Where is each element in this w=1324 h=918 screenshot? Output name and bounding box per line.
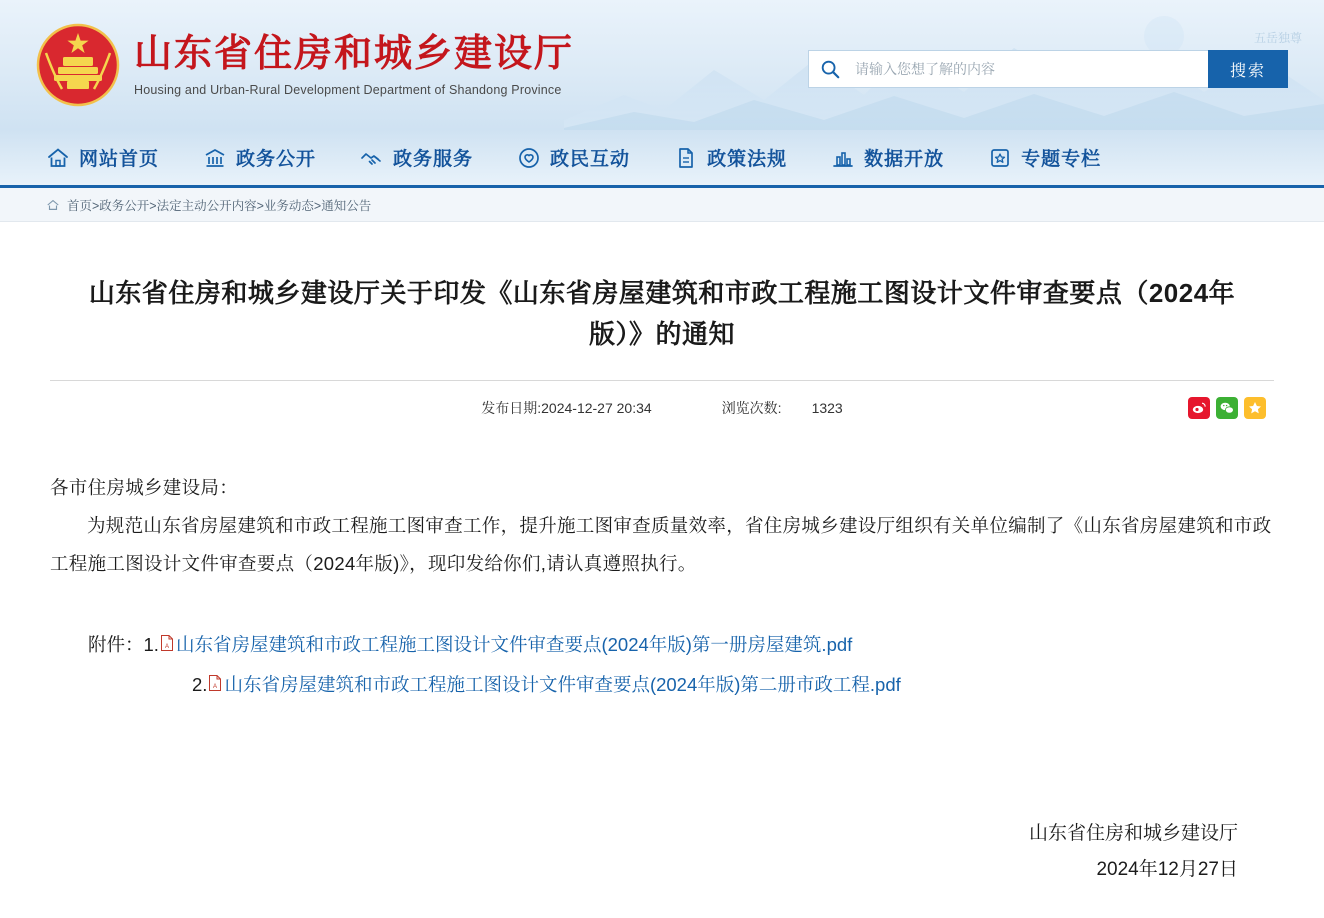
weibo-share-icon[interactable]	[1188, 397, 1210, 419]
site-search	[808, 50, 1288, 88]
page-title: 山东省住房和城乡建设厅关于印发《山东省房屋建筑和市政工程施工图设计文件审查要点（2024年版）》的通知	[88, 278, 1236, 349]
article-body	[50, 435, 1274, 583]
view-count-label: 浏览次数:	[721, 400, 782, 416]
search-input-wrapper[interactable]	[808, 50, 1208, 88]
nav-label: 专题专栏	[1021, 149, 1102, 170]
bank-icon	[203, 146, 227, 170]
signature-org: 山东省住房和城乡建设厅	[1028, 823, 1238, 845]
nav-label: 政务服务	[393, 149, 474, 170]
search-icon	[819, 58, 841, 80]
pdf-icon	[208, 675, 222, 691]
heart-chat-icon	[517, 146, 541, 170]
wechat-share-icon[interactable]	[1216, 397, 1238, 419]
site-title-cn: 山东省住房和城乡建设厅	[134, 33, 575, 76]
breadcrumb-text[interactable]: 首页>政务公开>法定主动公开内容>业务动态>通知公告	[67, 198, 372, 213]
site-header	[0, 0, 1324, 130]
article-meta	[50, 381, 1274, 435]
attachment-link[interactable]: 山东省房屋建筑和市政工程施工图设计文件审查要点(2024年版)第一册房屋建筑.pdf	[175, 633, 853, 655]
attachments-label: 附件：	[88, 633, 144, 655]
qzone-share-icon[interactable]	[1244, 397, 1266, 419]
site-title-en: Housing and Urban-Rural Development Department of Shandong Province	[134, 82, 562, 97]
signature	[50, 816, 1274, 888]
nav-item-services[interactable]	[360, 144, 473, 171]
nav-item-home[interactable]	[46, 144, 159, 171]
svg-text:A: A	[213, 684, 218, 691]
national-emblem	[36, 23, 120, 107]
main-navigation	[0, 130, 1324, 188]
article-paragraph: 为规范山东省房屋建筑和市政工程施工图审查工作，提升施工图审查质量效率，省住房城乡建设厅组织有关单位编制了《山东省房屋建筑和市政工程施工图设计文件审查要点（2024年版)》，现印发给你们,请认真遵照执行。	[50, 514, 1272, 574]
nav-item-open-data[interactable]	[831, 144, 944, 171]
document-icon	[674, 146, 698, 170]
nav-label: 政务公开	[236, 149, 317, 170]
signature-date: 2024年12月27日	[1096, 859, 1238, 881]
home-small-icon	[46, 198, 60, 212]
attachments	[50, 625, 1274, 706]
nav-item-special-topics[interactable]	[988, 144, 1101, 171]
nav-item-government-affairs[interactable]	[203, 144, 316, 171]
home-icon	[46, 146, 70, 170]
nav-item-interaction[interactable]	[517, 144, 630, 171]
search-button[interactable]: 搜索	[1208, 50, 1288, 88]
nav-label: 政民互动	[550, 149, 631, 170]
breadcrumb	[0, 188, 1324, 222]
attachment-row-2	[50, 665, 1274, 706]
view-count-value: 1323	[811, 400, 843, 416]
svg-text:五岳独尊: 五岳独尊	[1254, 31, 1303, 45]
search-input[interactable]	[841, 52, 1198, 86]
pdf-icon	[160, 635, 174, 651]
view-count-wrapper	[722, 398, 843, 418]
attachment-number: 1.	[143, 633, 159, 655]
nav-label: 数据开放	[864, 149, 945, 170]
bar-chart-icon	[831, 146, 855, 170]
nav-label: 网站首页	[79, 149, 160, 170]
attachment-number: 2.	[192, 674, 208, 696]
share-icons	[1188, 397, 1266, 419]
attachment-row-1	[50, 625, 1274, 666]
attachment-link[interactable]: 山东省房屋建筑和市政工程施工图设计文件审查要点(2024年版)第二册市政工程.pdf	[224, 674, 901, 696]
article	[0, 222, 1324, 888]
nav-label: 政策法规	[707, 149, 788, 170]
salutation: 各市住房城乡建设局：	[50, 477, 239, 498]
handshake-icon	[360, 146, 384, 170]
publish-date: 发布日期:2024-12-27 20:34	[481, 400, 652, 416]
star-box-icon	[988, 146, 1012, 170]
svg-text:A: A	[164, 643, 169, 650]
nav-item-policy[interactable]	[674, 144, 787, 171]
